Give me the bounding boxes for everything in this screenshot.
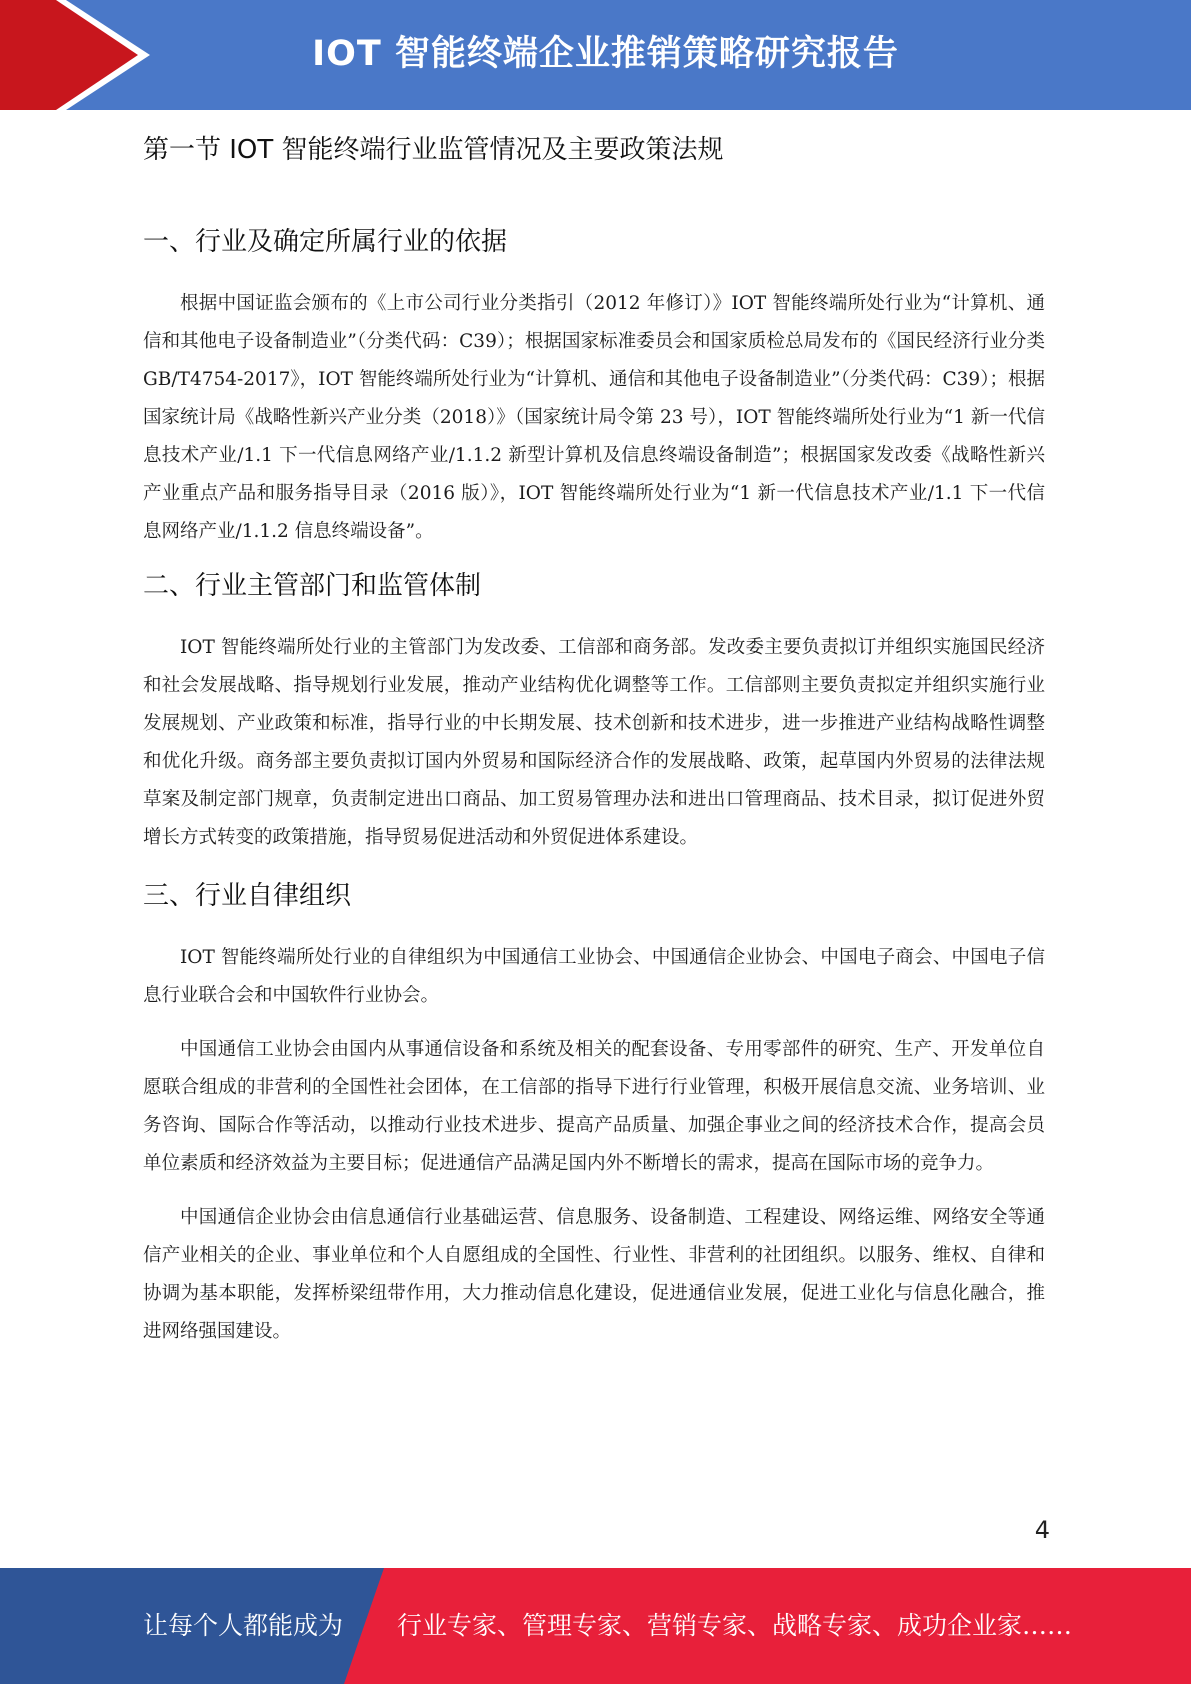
footer-slogan-left: 让每个人都能成为 xyxy=(143,1611,344,1640)
paragraph-regulatory-system: IOT 智能终端所处行业的主管部门为发改委、工信部和商务部。发改委主要负责拟订并组织实施国民经济和社会发展战略、指导规划行业发展，推动产业结构优化调整等工作。工信部则主要负责拟定并组织实施行业发展规划、产业政策和标准，指导行业的中长期发展、技术创新和技术进步，进一步推进产业结构战略性调整和优化升级。商务部主要负责拟订国内外贸易和国际经济合作的发展战略、政策，起草国内外贸易的法律法规草案及制定部门规章，负责制定进出口商品、加工贸易管理办法和进出口管理商品、技术目录，拟订促进外贸增长方式转变的政策措施，指导贸易促进活动和外贸促进体系建设。 xyxy=(143,637,1045,848)
heading-self-regulatory-orgs: 三、行业自律组织 xyxy=(143,881,352,911)
heading-regulatory-system: 二、行业主管部门和监管体制 xyxy=(143,571,482,601)
report-title: IOT 智能终端企业推销策略研究报告 xyxy=(312,34,899,74)
paragraph-telecom-enterprise-association: 中国通信企业协会由信息通信行业基础运营、信息服务、设备制造、工程建设、网络运维、网络安全等通信产业相关的企业、事业单位和个人自愿组成的全国性、行业性、非营利的社团组织。以服务、维权、自律和协调为基本职能，发挥桥梁纽带作用，大力推动信息化建设，促进通信业发展，促进工业化与信息化融合，推进网络强国建设。 xyxy=(143,1207,1045,1342)
page-content xyxy=(143,125,1045,1351)
page-number: 4 xyxy=(1034,1516,1050,1544)
page-footer xyxy=(0,1568,1191,1684)
heading-industry-basis: 一、行业及确定所属行业的依据 xyxy=(143,227,508,257)
paragraph-self-regulatory-orgs: IOT 智能终端所处行业的自律组织为中国通信工业协会、中国通信企业协会、中国电子商会、中国电子信息行业联合会和中国软件行业协会。 xyxy=(143,947,1045,1006)
page-header xyxy=(0,0,1191,110)
paragraph-industry-basis: 根据中国证监会颁布的《上市公司行业分类指引（2012 年修订）》IOT 智能终端所处行业为“计算机、通信和其他电子设备制造业”（分类代码：C39）；根据国家标准委员会和国家质检总局发布的《国民经济行业分类 GB/T4754-2017》，IOT 智能终端所处行业为“计算机、通信和其他电子设备制造业”（分类代码：C39）；根据国家统计局《战略性新兴产业分类（2018）》（国家统计局令第 23 号），IOT 智能终端所处行业为“1 新一代信息技术产业/1.1 下一代信息网络产业/1.1.2 新型计算机及信息终端设备制造”；根据国家发改委《战略性新兴产业重点产品和服务指导目录（2016 版）》，IOT 智能终端所处行业为“1 新一代信息技术产业/1.1 下一代信息网络产业/1.1.2 信息终端设备”。 xyxy=(143,293,1045,542)
section-title: 第一节 IOT 智能终端行业监管情况及主要政策法规 xyxy=(143,135,724,165)
footer-slogan-right: 行业专家、管理专家、营销专家、战略专家、成功企业家…… xyxy=(397,1611,1073,1640)
paragraph-telecom-industry-association: 中国通信工业协会由国内从事通信设备和系统及相关的配套设备、专用零部件的研究、生产、开发单位自愿联合组成的非营利的全国性社会团体，在工信部的指导下进行行业管理，积极开展信息交流、业务培训、业务咨询、国际合作等活动，以推动行业技术进步、提高产品质量、加强企事业之间的经济技术合作，提高会员单位素质和经济效益为主要目标；促进通信产品满足国内外不断增长的需求，提高在国际市场的竞争力。 xyxy=(143,1039,1045,1174)
